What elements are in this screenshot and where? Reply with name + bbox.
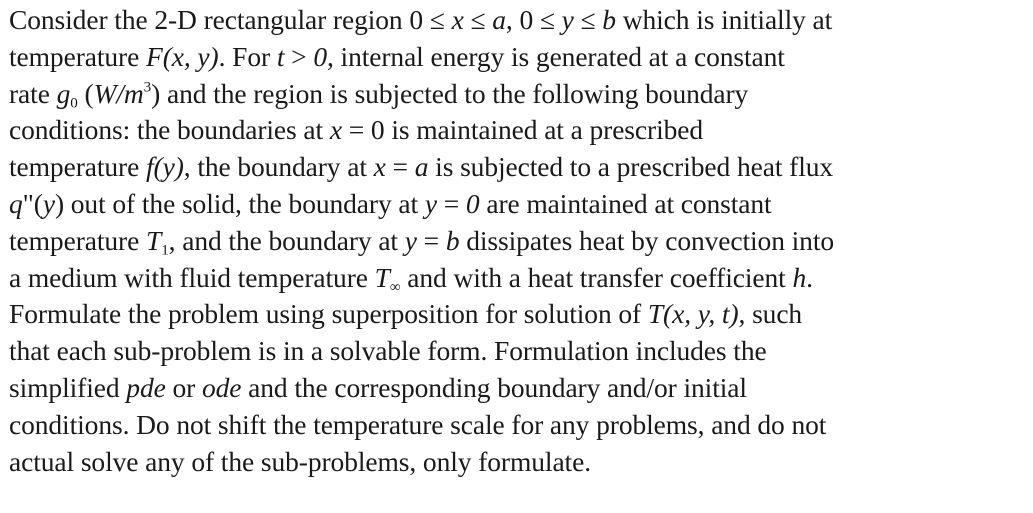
text: ) and the region is subjected to the following boundary: [151, 77, 749, 109]
math-var: q: [9, 187, 23, 219]
problem-statement: [9, 2, 1024, 480]
math-var: x: [329, 114, 342, 146]
math-var: W/m: [93, 77, 144, 109]
line: [9, 39, 1024, 76]
line: [9, 223, 1024, 260]
math-var: b: [602, 4, 616, 35]
text: ) out of the solid, the boundary at: [54, 187, 425, 219]
text: , internal energy is generated at a constant: [326, 40, 785, 72]
text: , 0 ≤: [505, 4, 562, 35]
text: Consider the 2-D rectangular region: [9, 4, 410, 35]
text: which is initially at: [615, 4, 833, 35]
text: (: [77, 77, 94, 109]
math-var: 0: [465, 187, 480, 219]
math-var: a: [492, 4, 506, 35]
text: a medium with fluid temperature: [9, 261, 375, 293]
text: =: [436, 187, 466, 219]
line: [9, 370, 1024, 407]
line: [9, 260, 1024, 297]
math-var: T: [374, 261, 390, 293]
line: conditions. Do not shift the temperature scale for any problems, and do not: [9, 408, 827, 440]
subscript: 1: [161, 242, 169, 259]
text: dissipates heat by convection into: [459, 224, 835, 256]
text: temperature: [9, 151, 146, 183]
text: rate: [9, 77, 57, 109]
math-var: ode: [201, 371, 242, 403]
subscript: ∞: [389, 279, 401, 296]
text: ≤: [573, 4, 603, 35]
text: =: [385, 151, 415, 183]
text: Formulate the problem using superposition for solution of: [9, 298, 648, 330]
math-var: f(y): [146, 151, 184, 183]
text: are maintained at constant: [479, 187, 772, 219]
math-var: x: [373, 151, 386, 183]
math-var: b: [445, 224, 460, 256]
math-var: T: [146, 224, 162, 256]
math-var: a: [414, 151, 429, 183]
math-var: g: [56, 77, 71, 109]
text: , and the boundary at: [168, 224, 405, 256]
math-var: pde: [126, 371, 166, 403]
line: [9, 112, 1024, 149]
line: actual solve any of the sub-problems, only formulate.: [9, 445, 591, 477]
line: that each sub-problem is in a solvable form. Formulation includes the: [9, 335, 767, 367]
superscript: 3: [143, 79, 152, 96]
math-var: T(x, y, t): [647, 298, 739, 330]
text: , the boundary at: [183, 151, 374, 183]
paragraph-problem-setup: [9, 2, 1024, 296]
paragraph-instructions: [9, 296, 1024, 480]
text: or: [165, 371, 202, 403]
line: [9, 2, 1024, 39]
text: =: [416, 224, 446, 256]
math-var: h: [792, 261, 807, 293]
math-var: y: [404, 224, 417, 256]
text: and the corresponding boundary and/or initial: [241, 371, 747, 403]
line: [9, 76, 1024, 113]
math-var: 0: [313, 40, 327, 72]
text: , such: [738, 298, 803, 330]
text: >: [284, 40, 314, 72]
text: = 0 is maintained at a prescribed: [341, 114, 704, 146]
math-var: F(x, y): [146, 40, 219, 72]
text: ≤: [463, 4, 493, 35]
math-var: t: [276, 40, 285, 72]
text: is subjected to a prescribed heat flux: [428, 151, 834, 183]
math-var: x: [451, 4, 464, 35]
text: temperature: [9, 224, 146, 256]
text: "(: [22, 187, 43, 219]
text: .: [806, 261, 813, 293]
line: [9, 296, 1024, 333]
text: and with a heat transfer coefficient: [400, 261, 793, 293]
line: [9, 149, 1024, 186]
subscript: 0: [70, 95, 78, 112]
math-var: y: [424, 187, 437, 219]
text: simplified: [9, 371, 127, 403]
text: temperature: [9, 40, 146, 72]
text: conditions: the boundaries at: [9, 114, 330, 146]
text: 0 ≤: [409, 4, 452, 35]
math-var: y: [42, 187, 55, 219]
line: [9, 186, 1024, 223]
text: . For: [218, 40, 277, 72]
math-var: y: [561, 4, 574, 35]
